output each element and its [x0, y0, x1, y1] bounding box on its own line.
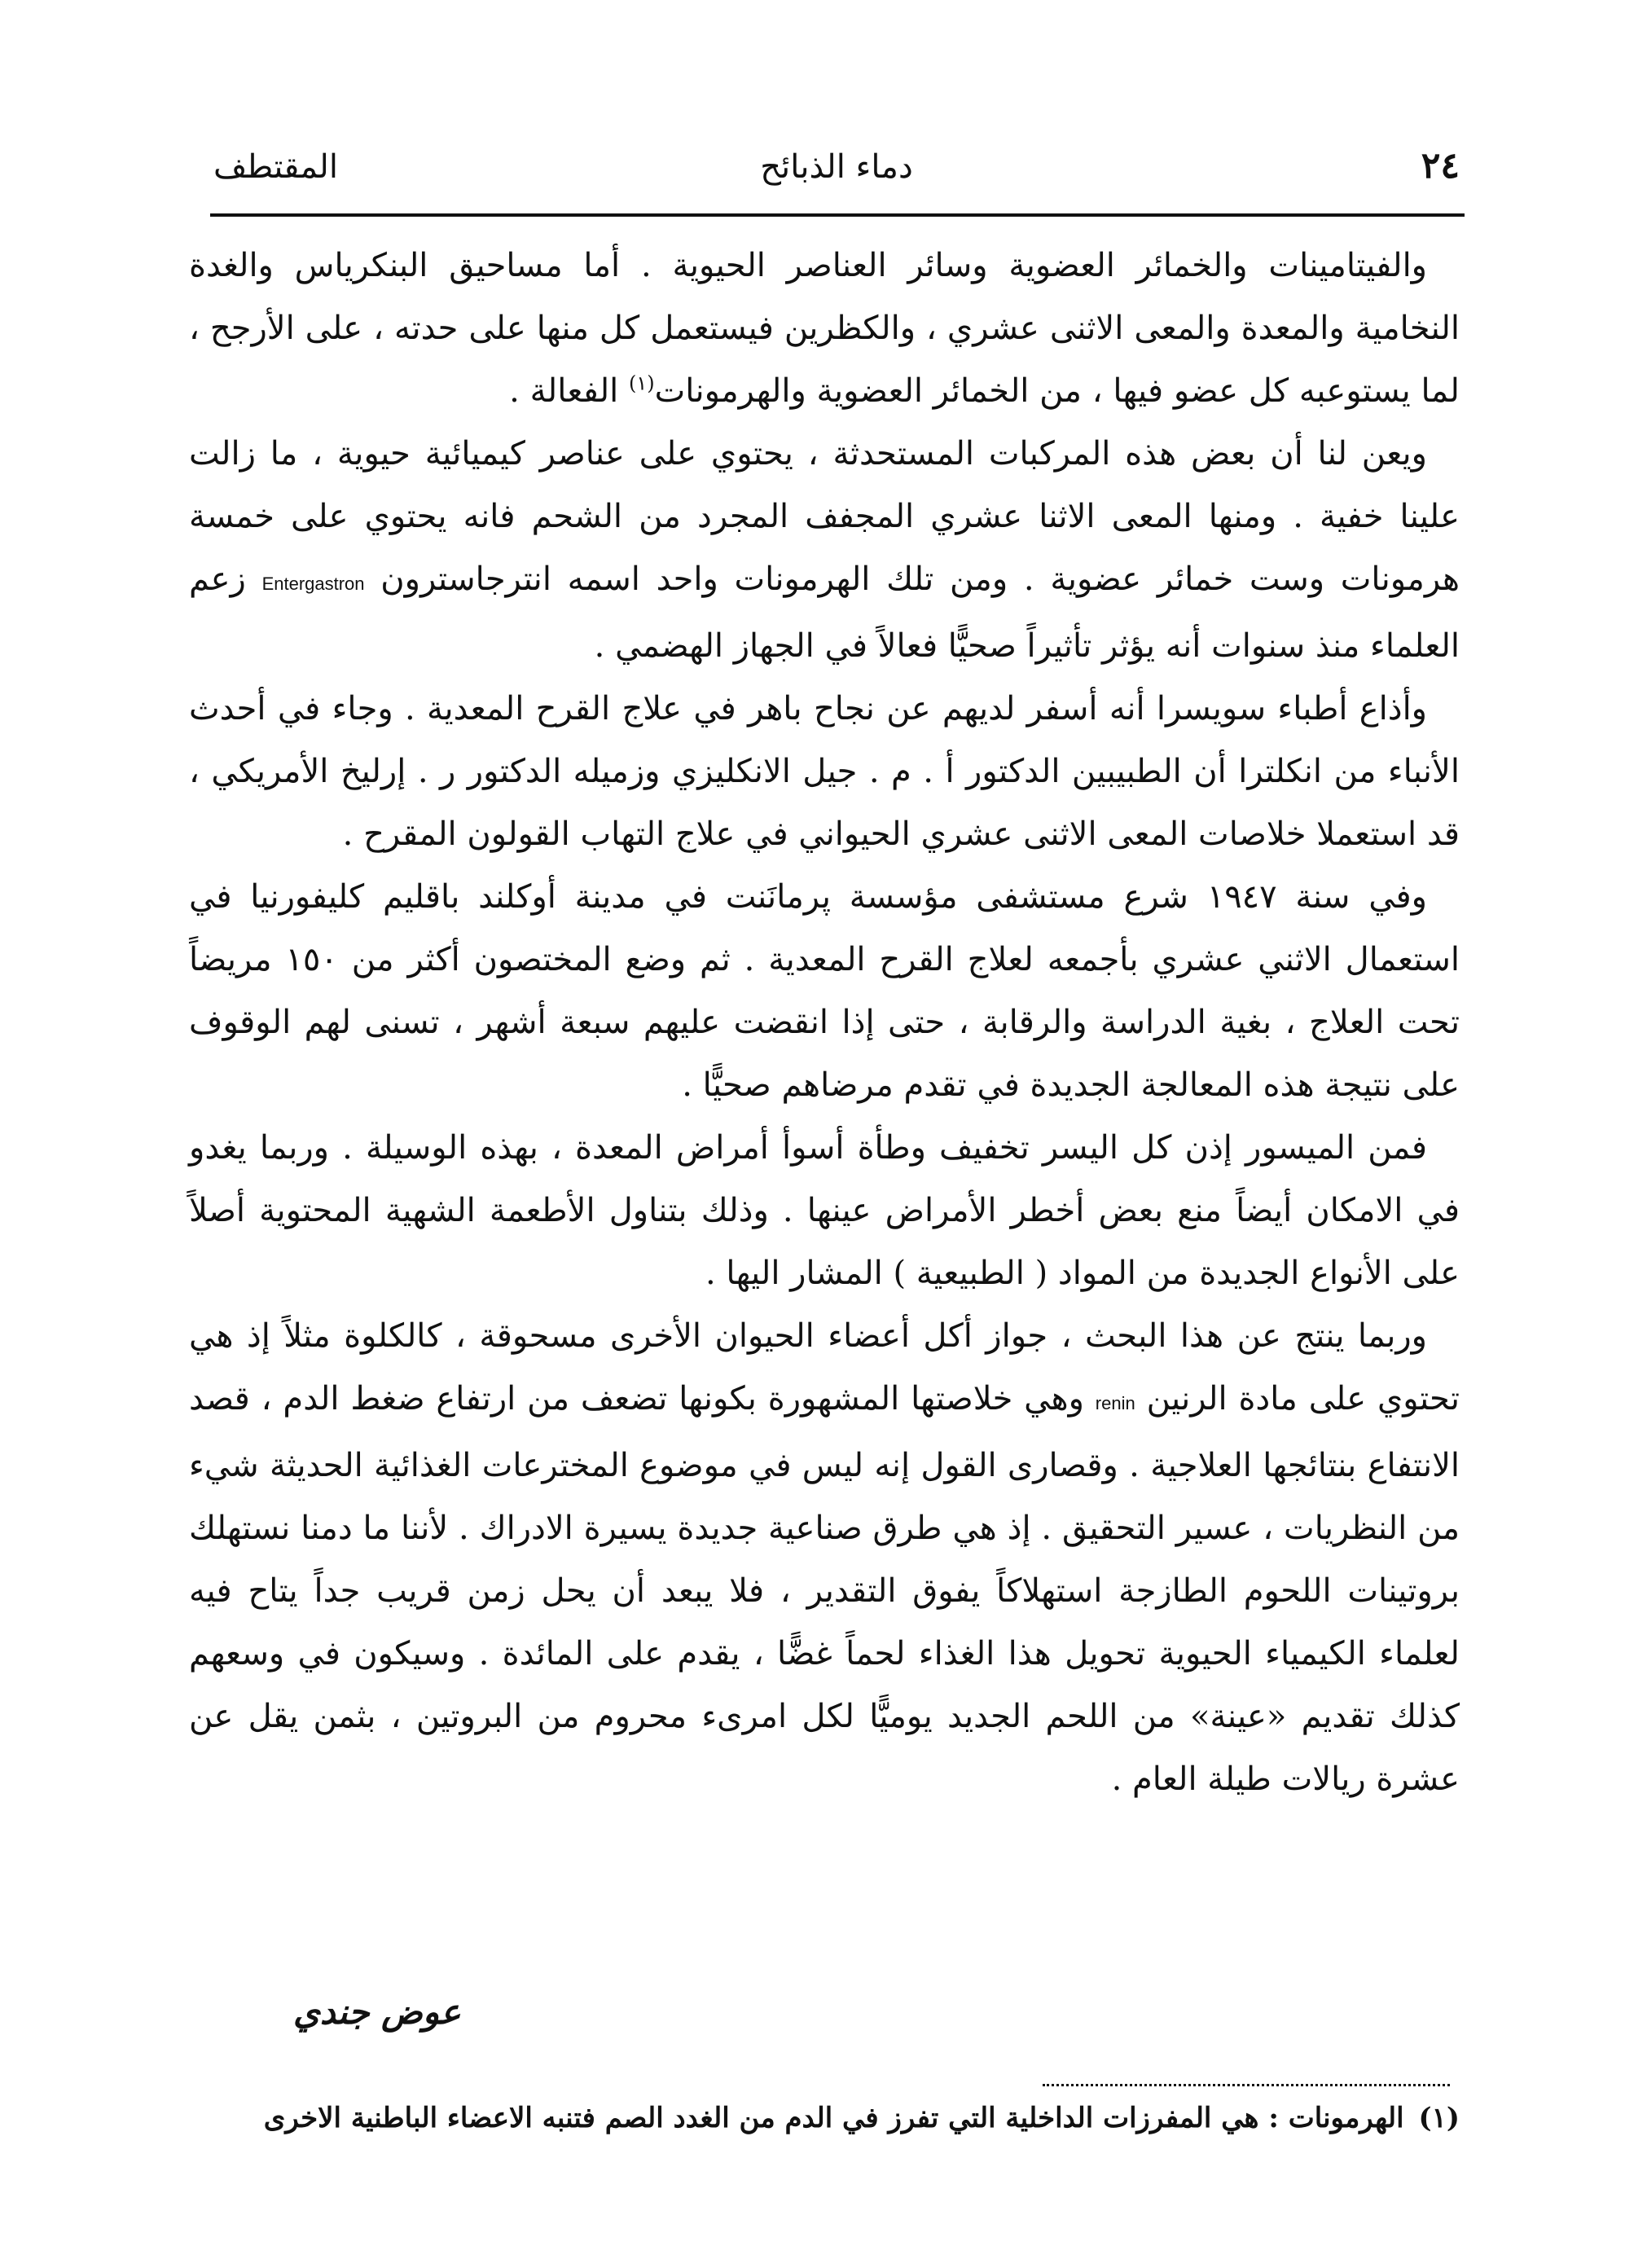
paragraph-text: الفعالة . [509, 372, 629, 410]
paragraph-text: والفيتامينات والخمائر العضوية وسائر العناصر الحيوية . أما مساحيق البنكرياس والغدة النخامية والمعدة والمعى الاثنى عشري ، والكظرين فيستعمل كل منها على حدته ، على الأرجح ، لما يستوعبه كل عضو فيها ، من الخمائر العضوية والهرمونات [189, 247, 1460, 410]
paragraph-6 [189, 1305, 1460, 1811]
paragraph-2 [189, 423, 1460, 678]
paragraph-text: زعم العلماء منذ سنوات أنه يؤثر تأثيراً صحيًّا فعالاً في الجهاز الهضمي . [189, 560, 1460, 665]
latin-term: Entergastron [261, 574, 365, 594]
article-body [189, 235, 1460, 1811]
paragraph-5: فمن الميسور إذن كل اليسر تخفيف وطأة أسوأ أمراض المعدة ، بهذه الوسيلة . وربما يغدو في الامكان أيضاً منع بعض أخطر الأمراض عينها . وذلك بتناول الأطعمة الشهية المحتوية أصلاً على الأنواع الجديدة من المواد ( الطبيعية ) المشار اليها . [189, 1129, 1460, 1292]
paragraph-text: ويعن لنا أن بعض هذه المركبات المستحدثة ، يحتوي على عناصر كيميائية حيوية ، ما زالت علينا خفية . ومنها المعى الاثنا عشري المجفف المجرد من الشحم فانه يحتوي على خمسة هرمونات وست خمائر عضوية . ومن تلك الهرمونات واحد اسمه انترجاسترون [189, 435, 1460, 598]
footnote-separator [1043, 2084, 1450, 2086]
paragraph-4: وفي سنة ١٩٤٧ شرع مستشفى مؤسسة پرمانَنت في مدينة أوكلند باقليم كليفورنيا في استعمال الاثني عشري بأجمعه لعلاج القرح المعدية . ثم وضع المختصون أكثر من ١٥٠ مريضاً تحت العلاج ، بغية الدراسة والرقابة ، حتى إذا انقضت عليهم سبعة أشهر ، تسنى لهم الوقوف على نتيجة هذه المعالجة الجديدة في تقدم مرضاهم صحيًّا . [189, 878, 1460, 1104]
paragraph-3: وأذاع أطباء سويسرا أنه أسفر لديهم عن نجاح باهر في علاج القرح المعدية . وجاء في أحدث الأنباء من انكلترا أن الطبيبين الدكتور أ . م . جيل الانكليزي وزميله الدكتور ر . إرليخ الأمريكي ، قد استعملا خلاصات المعى الاثنى عشري الحيواني في علاج التهاب القولون المقرح . [189, 690, 1460, 853]
paragraph-text: وربما ينتج عن هذا البحث ، جواز أكل أعضاء الحيوان الأخرى مسحوقة ، كالكلوة مثلاً إذ هي تحتوي على مادة الرنين [189, 1317, 1460, 1418]
running-title: دماء الذبائح [760, 148, 913, 186]
paragraph-text: وهي خلاصتها المشهورة بكونها تضعف من ارتفاع ضغط الدم ، قصد الانتفاع بنتائجها العلاجية . وقصارى القول إنه ليس في موضوع المخترعات الغذائية الحديثة شيء من النظريات ، عسير التحقيق . إذ هي طرق صناعية جديدة يسيرة الادراك . لأننا ما دمنا نستهلك بروتينات اللحوم الطازجة استهلاكاً يفوق التقدير ، فلا يبعد أن يحل زمن قريب جداً يتاح فيه لعلماء الكيمياء الحيوية تحويل هذا الغذاء لحماً غضًّا ، يقدم على المائدة . وسيكون في وسعهم كذلك تقديم «عينة» من اللحم الجديد يوميًّا لكل امرىء محروم من البروتين ، بثمن يقل عن عشرة ريالات طيلة العام . [189, 1380, 1460, 1798]
running-header [213, 145, 1460, 202]
page-number: ٢٤ [1421, 145, 1460, 187]
footnote-reference: (١) [628, 371, 655, 395]
author-signature: عوض جندي [293, 1992, 461, 2032]
journal-name: المقتطف [213, 148, 338, 186]
header-rule [210, 213, 1465, 217]
footnote-text: الهرمونات : هي المفرزات الداخلية التي تفرز في الدم من الغدد الصم فتنبه الاعضاء الباطنية الاخرى [263, 2102, 1404, 2134]
footnote [189, 2098, 1460, 2138]
footnote-marker: (١) [1418, 2102, 1460, 2134]
paragraph-1 [189, 235, 1460, 423]
latin-term: renin [1095, 1393, 1135, 1413]
